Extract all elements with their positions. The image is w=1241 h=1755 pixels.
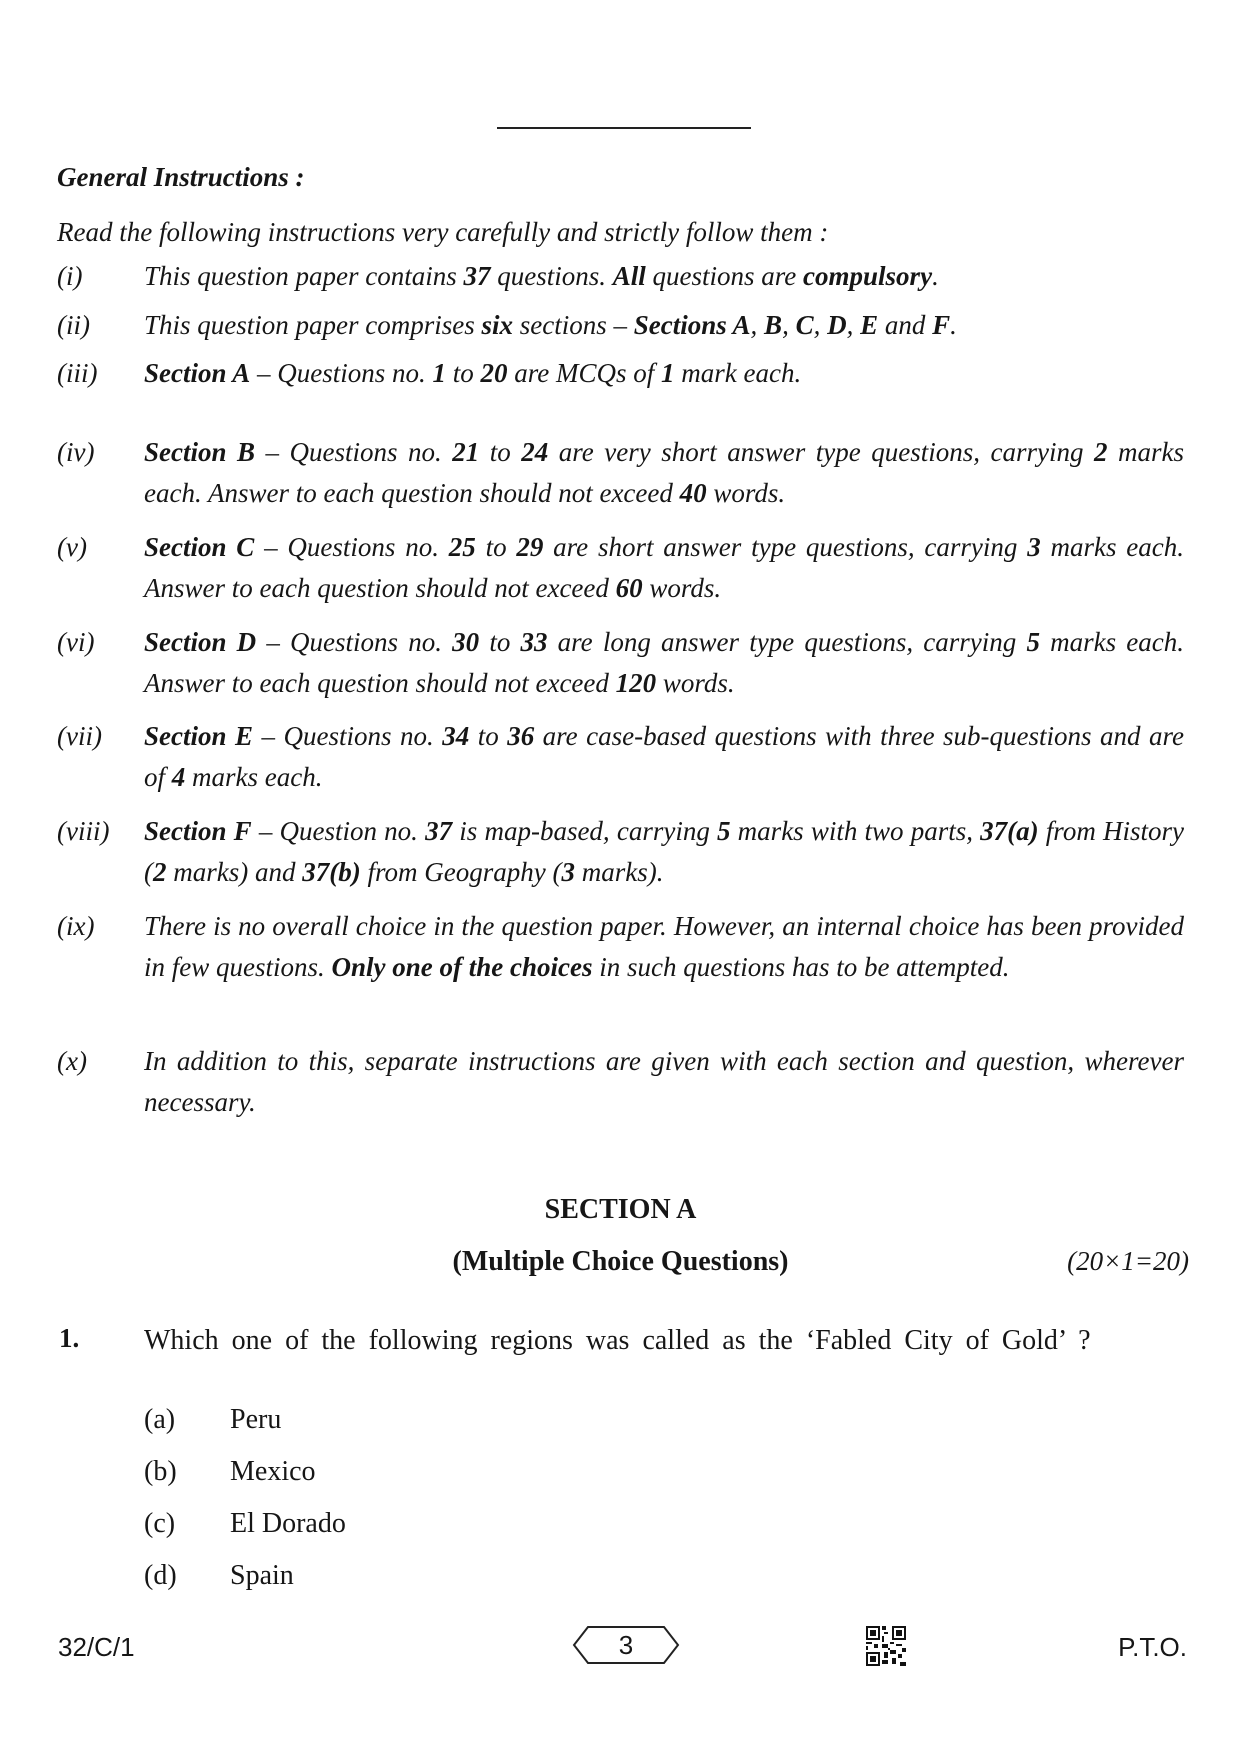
text-segment: . xyxy=(932,261,939,291)
instruction-text xyxy=(144,811,1184,892)
emphasis-text: 36 xyxy=(507,721,535,751)
text-segment: marks each. xyxy=(185,761,323,792)
emphasis-text: 37(b) xyxy=(302,856,361,887)
emphasis-text: B xyxy=(764,310,783,340)
option-text: Peru xyxy=(230,1404,282,1435)
section-title: SECTION A xyxy=(544,1194,697,1225)
text-segment: and xyxy=(878,310,933,340)
option-label: (c) xyxy=(144,1508,176,1539)
page-number-badge xyxy=(572,1625,680,1665)
emphasis-text: 3 xyxy=(1027,532,1041,562)
emphasis-text: Sections A xyxy=(633,310,751,340)
option-label: (b) xyxy=(144,1456,177,1487)
pto-label: P.T.O. xyxy=(1118,1632,1187,1662)
emphasis-text: 60 xyxy=(615,572,643,603)
text-segment: from Geography ( xyxy=(360,856,562,887)
instruction-number: (ii) xyxy=(57,310,90,340)
option-label: (a) xyxy=(144,1404,176,1435)
emphasis-text: compulsory xyxy=(803,261,933,291)
text-segment: , xyxy=(813,310,828,340)
text-segment: from History ( xyxy=(144,816,1184,887)
text-segment: sections – xyxy=(513,310,634,340)
emphasis-text: 33 xyxy=(520,627,548,657)
text-segment: mark each. xyxy=(674,358,802,388)
text-segment: questions. xyxy=(490,261,613,291)
text-segment: questions are xyxy=(645,261,804,291)
emphasis-text: 1 xyxy=(432,358,447,388)
question-number: 1. xyxy=(59,1323,80,1353)
emphasis-text: D xyxy=(827,310,847,340)
emphasis-text: 37 xyxy=(425,816,453,846)
text-segment: . xyxy=(950,310,957,340)
emphasis-text: 34 xyxy=(442,721,470,751)
text-segment: In addition to this, separate instructions are given with each section and question, wherever necessary. xyxy=(144,1046,1184,1117)
page-number: 3 xyxy=(618,1630,634,1660)
instruction-text xyxy=(144,906,1184,987)
text-segment: This question paper contains xyxy=(144,261,464,291)
text-segment: is map-based, carrying xyxy=(452,816,718,846)
emphasis-text: 2 xyxy=(153,856,167,887)
instruction-number: (v) xyxy=(57,532,87,562)
text-segment: are long answer type questions, carrying xyxy=(547,627,1027,657)
text-segment: are case-based questions with three sub-questions and are of xyxy=(144,721,1184,792)
emphasis-text: 2 xyxy=(1094,437,1108,467)
emphasis-text: 25 xyxy=(448,532,476,562)
paper-code: 32/C/1 xyxy=(58,1632,135,1662)
text-segment: , xyxy=(782,310,796,340)
text-segment: – Question no. xyxy=(251,816,426,846)
instruction-text xyxy=(144,256,1184,297)
instruction-text xyxy=(144,353,1184,394)
instruction-text xyxy=(144,622,1184,703)
emphasis-text: Only one of the choices xyxy=(331,951,593,982)
text-segment: to xyxy=(469,721,508,751)
text-segment: to xyxy=(479,437,522,467)
emphasis-text: Section E xyxy=(144,721,253,751)
option-text: Mexico xyxy=(230,1456,316,1487)
section-subtitle: (Multiple Choice Questions) xyxy=(452,1246,789,1277)
text-segment: – Questions no. xyxy=(256,627,453,657)
emphasis-text: 120 xyxy=(615,667,657,698)
text-segment: to xyxy=(475,532,517,562)
text-segment: marks with two parts, xyxy=(730,816,981,846)
text-segment: to xyxy=(446,358,481,388)
instruction-number: (iii) xyxy=(57,358,98,388)
instruction-number: (x) xyxy=(57,1046,87,1076)
emphasis-text: F xyxy=(932,310,951,340)
text-segment: – Questions no. xyxy=(255,437,453,467)
emphasis-text: 20 xyxy=(480,358,508,388)
emphasis-text: Section A xyxy=(144,358,251,388)
emphasis-text: 24 xyxy=(521,437,549,467)
emphasis-text: Section C xyxy=(144,532,255,562)
emphasis-text: 5 xyxy=(1026,627,1040,657)
text-segment: marks each. Answer to each question should not exceed xyxy=(144,437,1184,508)
instruction-text xyxy=(144,305,1184,346)
question-text: Which one of the following regions was called as the ‘Fabled City of Gold’ ? xyxy=(144,1325,1091,1356)
text-segment: words. xyxy=(642,572,722,603)
instruction-number: (i) xyxy=(57,261,83,291)
emphasis-text: six xyxy=(481,310,514,340)
emphasis-text: C xyxy=(795,310,814,340)
text-segment: are MCQs of xyxy=(507,358,662,388)
text-segment: – Questions no. xyxy=(254,532,449,562)
instruction-text xyxy=(144,527,1184,608)
text-segment: There is no overall choice in the question paper. However, an internal choice has been provided in few questions. xyxy=(144,911,1184,982)
instruction-text xyxy=(144,432,1184,513)
text-segment: words. xyxy=(706,477,786,508)
text-segment: marks). xyxy=(574,856,664,887)
text-segment: are very short answer type questions, carrying xyxy=(548,437,1094,467)
text-segment: , xyxy=(750,310,765,340)
instruction-text xyxy=(144,716,1184,797)
emphasis-text: 1 xyxy=(661,358,675,388)
text-segment: marks each. Answer to each question should not exceed xyxy=(144,627,1185,698)
text-segment: to xyxy=(479,627,521,657)
qr-code-icon xyxy=(866,1626,906,1666)
emphasis-text: 4 xyxy=(171,761,186,792)
emphasis-text: Section F xyxy=(144,816,252,846)
emphasis-text: All xyxy=(612,261,646,291)
section-marks: (20×1=20) xyxy=(1067,1246,1189,1276)
text-segment: in such questions has to be attempted. xyxy=(592,951,1010,982)
emphasis-text: E xyxy=(860,310,879,340)
emphasis-text: 30 xyxy=(452,627,480,657)
text-segment: This question paper comprises xyxy=(144,310,482,340)
emphasis-text: 37 xyxy=(463,261,491,291)
emphasis-text: 21 xyxy=(452,437,480,467)
option-label: (d) xyxy=(144,1560,177,1591)
text-segment: marks) and xyxy=(166,856,303,887)
text-segment: words. xyxy=(656,667,735,698)
text-segment: marks each. Answer to each question should not exceed xyxy=(144,532,1184,603)
emphasis-text: 40 xyxy=(679,477,707,508)
instruction-number: (vii) xyxy=(57,721,102,751)
text-segment: are short answer type questions, carrying xyxy=(543,532,1028,562)
instruction-number: (vi) xyxy=(57,627,95,657)
text-segment: , xyxy=(846,310,861,340)
emphasis-text: 37(a) xyxy=(980,816,1039,846)
option-text: El Dorado xyxy=(230,1508,346,1539)
emphasis-text: Section D xyxy=(144,627,257,657)
instruction-text xyxy=(144,1041,1184,1122)
instructions-intro: Read the following instructions very carefully and strictly follow them : xyxy=(57,217,829,247)
instruction-number: (viii) xyxy=(57,816,110,846)
text-segment: – Questions no. xyxy=(250,358,433,388)
emphasis-text: Section B xyxy=(144,437,256,467)
emphasis-text: 29 xyxy=(516,532,544,562)
top-rule xyxy=(497,127,751,129)
instruction-number: (iv) xyxy=(57,437,95,467)
emphasis-text: 5 xyxy=(717,816,731,846)
text-segment: – Questions no. xyxy=(253,721,443,751)
instruction-number: (ix) xyxy=(57,911,95,941)
emphasis-text: 3 xyxy=(561,856,575,887)
instructions-heading: General Instructions : xyxy=(57,162,305,192)
option-text: Spain xyxy=(230,1560,294,1591)
